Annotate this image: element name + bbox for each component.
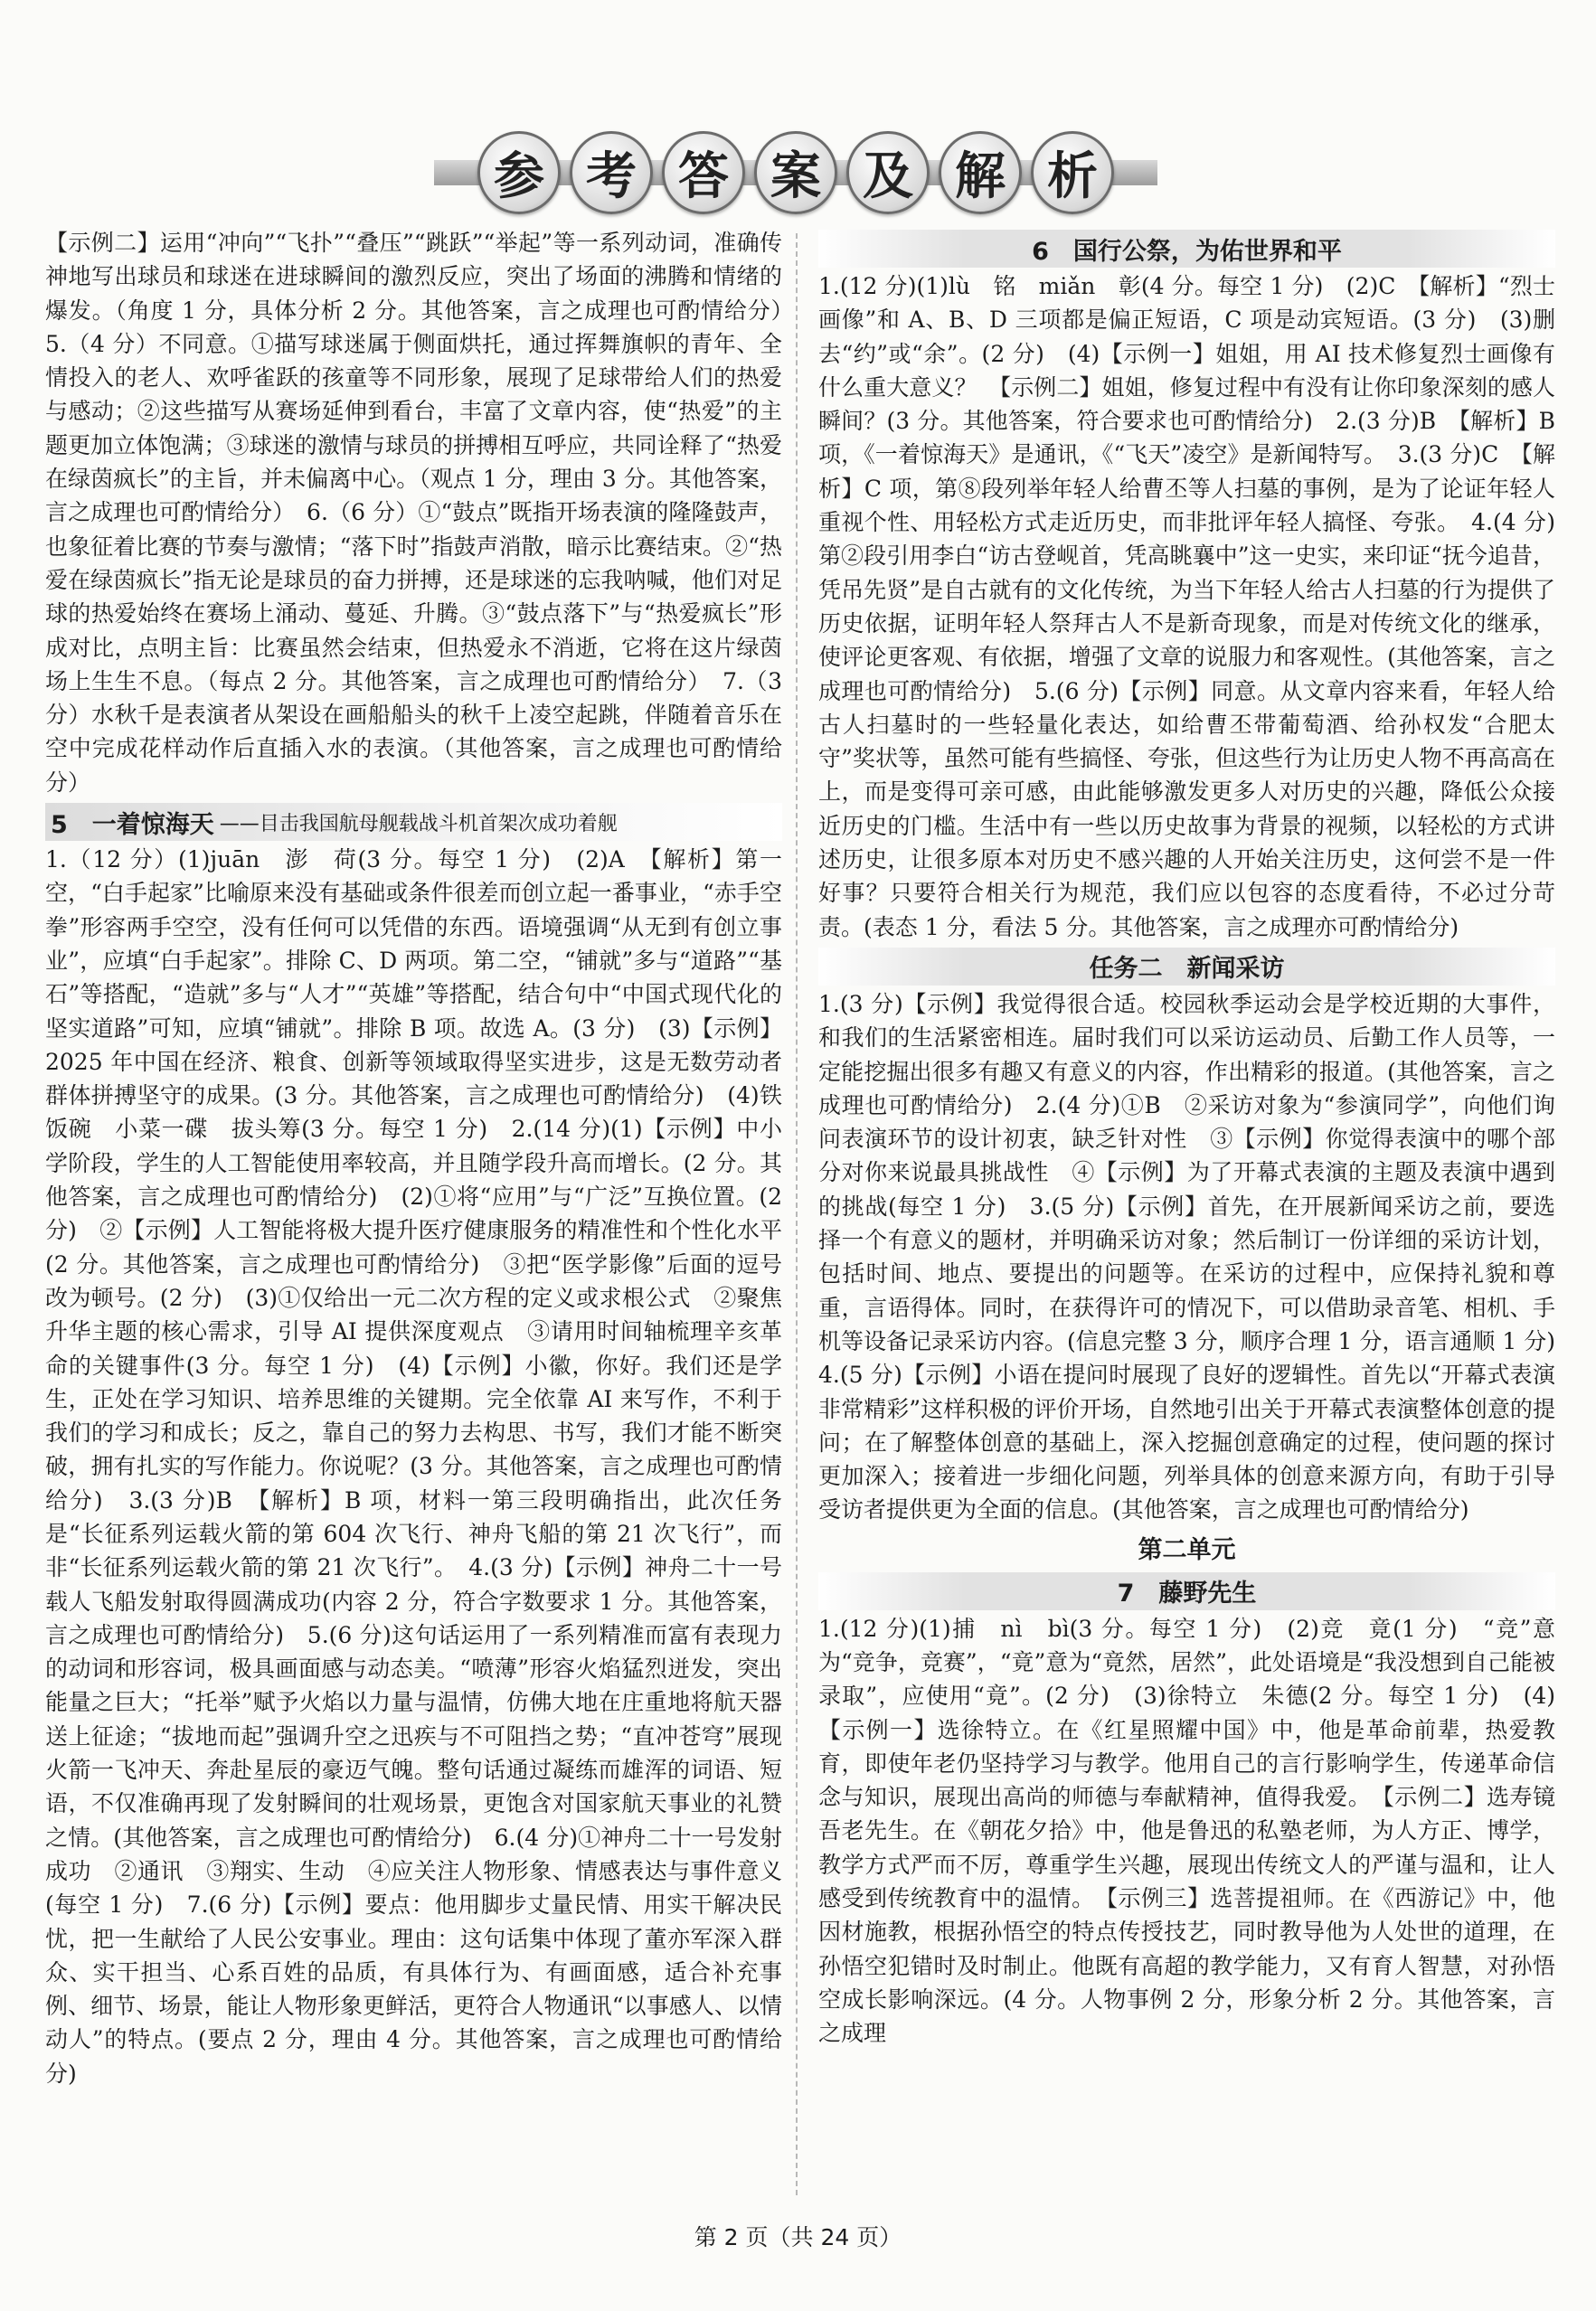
banner-char: 析 — [1031, 131, 1114, 214]
lesson5-title: 5 一着惊海天 — [51, 810, 214, 839]
lesson4-answers-continued: 【示例二】运用“冲向”“飞扑”“叠压”“跳跃”“举起”等一系列动词，准确传神地写出球员和球迷在进球瞬间的激烈反应，突出了场面的沸腾和情绪的爆发。（角度 1 分，具体分析 2 分。其他答案，言之成理也可酌情给分） 5.（4 分）不同意。①描写球迷属于侧面烘托，通过挥舞旗帜的青年、全情投入的老人、欢呼雀跃的孩童等不同形象，展现了足球带给人们的热爱与感动；②这些描写从赛场延伸到看台，丰富了文章内容，使“热爱”的主题更加立体饱满；③球迷的激情与球员的拼搏相互呼应，共同诠释了“热爱在绿茵疯长”的主旨，并未偏离中心。（观点 1 分，理由 3 分。其他答案，言之成理也可酌情给分） 6.（6 分）①“鼓点”既指开场表演的隆隆鼓声，也象征着比赛的节奏与激情；“落下时”指鼓声消散，暗示比赛结束。②“热爱在绿茵疯长”指无论是球员的奋力拼搏，还是球迷的忘我呐喊，他们对足球的热爱始终在赛场上涌动、蔓延、升腾。③“鼓点落下”与“热爱疯长”形成对比，点明主旨：比赛虽然会结束，但热爱永不消逝，它将在这片绿茵场上生生不息。（每点 2 分。其他答案，言之成理也可酌情给分） 7.（3 分）水秋千是表演者从架设在画船船头的秋千上凌空起跳，伴随着音乐在空中完成花样动作后直插入水的表演。（其他答案，言之成理也可酌情给分） — [45, 230, 806, 796]
right-column — [818, 226, 1579, 2197]
task2-heading — [818, 948, 1555, 986]
banner-char: 解 — [939, 131, 1022, 214]
page-number: 第 2 页（共 24 页） — [694, 2224, 902, 2250]
banner-char: 参 — [477, 131, 561, 214]
lesson7-heading — [818, 1572, 1555, 1610]
answer-key-banner — [434, 122, 1157, 222]
banner-char: 案 — [754, 131, 837, 214]
banner-char: 答 — [662, 131, 745, 214]
task2-title: 任务二 新闻采访 — [1089, 955, 1285, 984]
left-column — [45, 226, 806, 2197]
lesson5-subtitle: ——目击我国航母舰载战斗机首架次成功着舰 — [219, 812, 618, 835]
banner-char: 及 — [846, 131, 930, 214]
lesson6-title: 6 国行公祭，为佑世界和平 — [1032, 237, 1342, 266]
column-divider — [796, 233, 798, 2195]
unit2-title: 第二单元 — [1138, 1535, 1236, 1564]
lesson5-heading — [45, 803, 782, 841]
lesson6-answers: 1.(12 分)(1)lù 铭 miǎn 彰(4 分。每空 1 分) (2)C 【解析】“烈士画像”和 A、B、D 三项都是偏正短语，C 项是动宾短语。(3 分) (3)删去“约”或“余”。(2 分) (4)【示例一】姐姐，用 AI 技术修复烈士画像有什么重大意义？ 【示例二】姐姐，修复过程中有没有让你印象深刻的感人瞬间？(3 分。其他答案，符合要求也可酌情给分) 2.(3 分)B 【解析】B 项，《一着惊海天》是通讯，《“飞天”凌空》是新闻特写。 3.(3 分)C 【解析】C 项，第⑧段列举年轻人给曹丕等人扫墓的事例，是为了论证年轻人重视个性、用轻松方式走近历史，而非批评年轻人搞怪、夸张。 4.(4 分)第②段引用李白“访古登岘首，凭高眺襄中”这一史实，来印证“抚今追昔，凭吊先贤”是自古就有的文化传统，为当下年轻人给古人扫墓的行为提供了历史依据，证明年轻人祭拜古人不是新奇现象，而是对传统文化的继承，使评论更客观、有依据，增强了文章的说服力和客观性。(其他答案，言之成理也可酌情给分) 5.(6 分)【示例】同意。从文章内容来看，年轻人给古人扫墓时的一些轻量化表达，如给曹丕带葡萄酒、给孙权发“合肥太守”奖状等，虽然可能有些搞怪、夸张，但这些行为让历史人物不再高高在上，而是变得可亲可感，由此能够激发更多人对历史的兴趣，降低公众接近历史的门槛。生活中有一些以历史故事为背景的视频，以轻松的方式讲述历史，让很多原本对历史不感兴趣的人开始关注历史，这何尝不是一件好事？只要符合相关行为规范，我们应以包容的态度看待，不必过分苛责。(表态 1 分，看法 5 分。其他答案，言之成理亦可酌情给分) — [818, 273, 1555, 940]
banner-char: 考 — [570, 131, 653, 214]
lesson6-heading — [818, 230, 1555, 268]
lesson7-title: 7 藤野先生 — [1117, 1580, 1257, 1608]
lesson5-answers: 1.（12 分）(1)juān 澎 荷(3 分。每空 1 分) (2)A 【解析】第一空，“白手起家”比喻原来没有基础或条件很差而创立起一番事业，“赤手空拳”形容两手空空，没有任何可以凭借的东西。语境强调“从无到有创立事业”，应填“白手起家”。排除 C、D 两项。第二空，“铺就”多与“道路”“基石”等搭配，“造就”多与“人才”“英雄”等搭配，结合句中“中国式现代化的坚实道路”可知，应填“铺就”。排除 B 项。故选 A。(3 分) (3)【示例】2025 年中国在经济、粮食、创新等领域取得坚实进步，这是无数劳动者群体拼搏坚守的成果。(3 分。其他答案，言之成理也可酌情给分) (4)铁饭碗 小菜一碟 拔头筹(3 分。每空 1 分) 2.(14 分)(1)【示例】中小学阶段，学生的人工智能使用率较高，并且随学段升高而增长。(2 分。其他答案，言之成理也可酌情给分) (2)①将“应用”与“广泛”互换位置。(2 分) ②【示例】人工智能将极大提升医疗健康服务的精准性和个性化水平(2 分。其他答案，言之成理也可酌情给分) ③把“医学影像”后面的逗号改为顿号。(2 分) (3)①仅给出一元二次方程的定义或求根公式 ②聚焦升华主题的核心需求，引导 AI 提供深度观点 ③请用时间轴梳理辛亥革命的关键事件(3 分。每空 1 分) (4)【示例】小徽，你好。我们还是学生，正处在学习知识、培养思维的关键期。完全依靠 AI 来写作，不利于我们的学习和成长；反之，靠自己的努力去构思、书写，我们才能不断突破，拥有扎实的写作能力。你说呢？(3 分。其他答案，言之成理也可酌情给分) 3.(3 分)B 【解析】B 项，材料一第三段明确指出，此次任务是“长征系列运载火箭的第 604 次飞行、神舟飞船的第 21 次飞行”，而非“长征系列运载火箭的第 21 次飞行”。 4.(3 分)【示例】神舟二十一号载人飞船发射取得圆满成功(内容 2 分，符合字数要求 1 分。其他答案，言之成理也可酌情给分) 5.(6 分)这句话运用了一系列精准而富有表现力的动词和形容词，极具画面感与动态美。“喷薄”形容火焰猛烈迸发，突出能量之巨大；“托举”赋予火焰以力量与温情，仿佛大地在庄重地将航天器送上征途；“拔地而起”强调升空之迅疾与不可阻挡之势；“直冲苍穹”展现火箭一飞冲天、奔赴星辰的豪迈气魄。整句话通过凝练而雄浑的词语、短语，不仅准确再现了发射瞬间的壮观场景，更饱含对国家航天事业的礼赞之情。(其他答案，言之成理也可酌情给分) 6.(4 分)①神舟二十一号发射成功 ②通讯 ③翔实、生动 ④应关注人物形象、情感表达与事件意义(每空 1 分) 7.(6 分)【示例】要点：他用脚步丈量民情、用实干解决民忧，把一生献给了人民公安事业。理由：这句话集中体现了董亦军深入群众、实干担当、心系百姓的品质，有具体行为、有画面感，适合补充事例、细节、场景，能让人物形象更鲜活，更符合人物通讯“以事感人、以情动人”的特点。(要点 2 分，理由 4 分。其他答案，言之成理也可酌情给分) — [45, 846, 782, 2087]
lesson7-answers: 1.(12 分)(1)捕 nì bì(3 分。每空 1 分) (2)竞 竟(1 分) “竞”意为“竞争，竞赛”，“竟”意为“竟然，居然”，此处语境是“我没想到自己能被录取”，应使用“竟”。(2 分) (3)徐特立 朱德(2 分。每空 1 分) (4)【示例一】选徐特立。在《红星照耀中国》中，他是革命前辈，热爱教育，即使年老仍坚持学习与教学。他用自己的言行影响学生，传递革命信念与知识，展现出高尚的师德与奉献精神，值得我爱。 【示例二】选寿镜吾老先生。在《朝花夕拾》中，他是鲁迅的私塾老师，为人方正、博学，教学方式严而不厉，尊重学生兴趣，展现出传统文人的严谨与温和，让人感受到传统教育中的温情。 【示例三】选菩提祖师。在《西游记》中，他因材施教，根据孙悟空的特点传授技艺，同时教导他为人处世的道理，在孙悟空犯错时及时制止。他既有高超的教学能力，又有育人智慧，对孙悟空成长影响深远。(4 分。人物事例 2 分，形象分析 2 分。其他答案，言之成理 — [818, 1615, 1555, 2047]
task2-answers: 1.(3 分)【示例】我觉得很合适。校园秋季运动会是学校近期的大事件，和我们的生活紧密相连。届时我们可以采访运动员、后勤工作人员等，一定能挖掘出很多有趣又有意义的内容，作出精彩的报道。(其他答案，言之成理也可酌情给分) 2.(4 分)①B ②采访对象为“参演同学”，向他们询问表演环节的设计初衷，缺乏针对性 ③【示例】你觉得表演中的哪个部分对你来说最具挑战性 ④【示例】为了开幕式表演的主题及表演中遇到的挑战(每空 1 分) 3.(5 分)【示例】首先，在开展新闻采访之前，要选择一个有意义的题材，并明确采访对象；然后制订一份详细的采访计划，包括时间、地点、要提出的问题等。在采访的过程中，应保持礼貌和尊重，言语得体。同时，在获得许可的情况下，可以借助录音笔、相机、手机等设备记录采访内容。(信息完整 3 分，顺序合理 1 分，语言通顺 1 分) 4.(5 分)【示例】小语在提问时展现了良好的逻辑性。首先以“开幕式表演非常精彩”这样积极的评价开场，自然地引出关于开幕式表演整体创意的提问；在了解整体创意的基础上，深入挖掘创意确定的过程，使问题的探讨更加深入；接着进一步细化问题，列举具体的创意来源方向，有助于引导受访者提供更为全面的信息。(其他答案，言之成理也可酌情给分) — [818, 990, 1579, 1523]
